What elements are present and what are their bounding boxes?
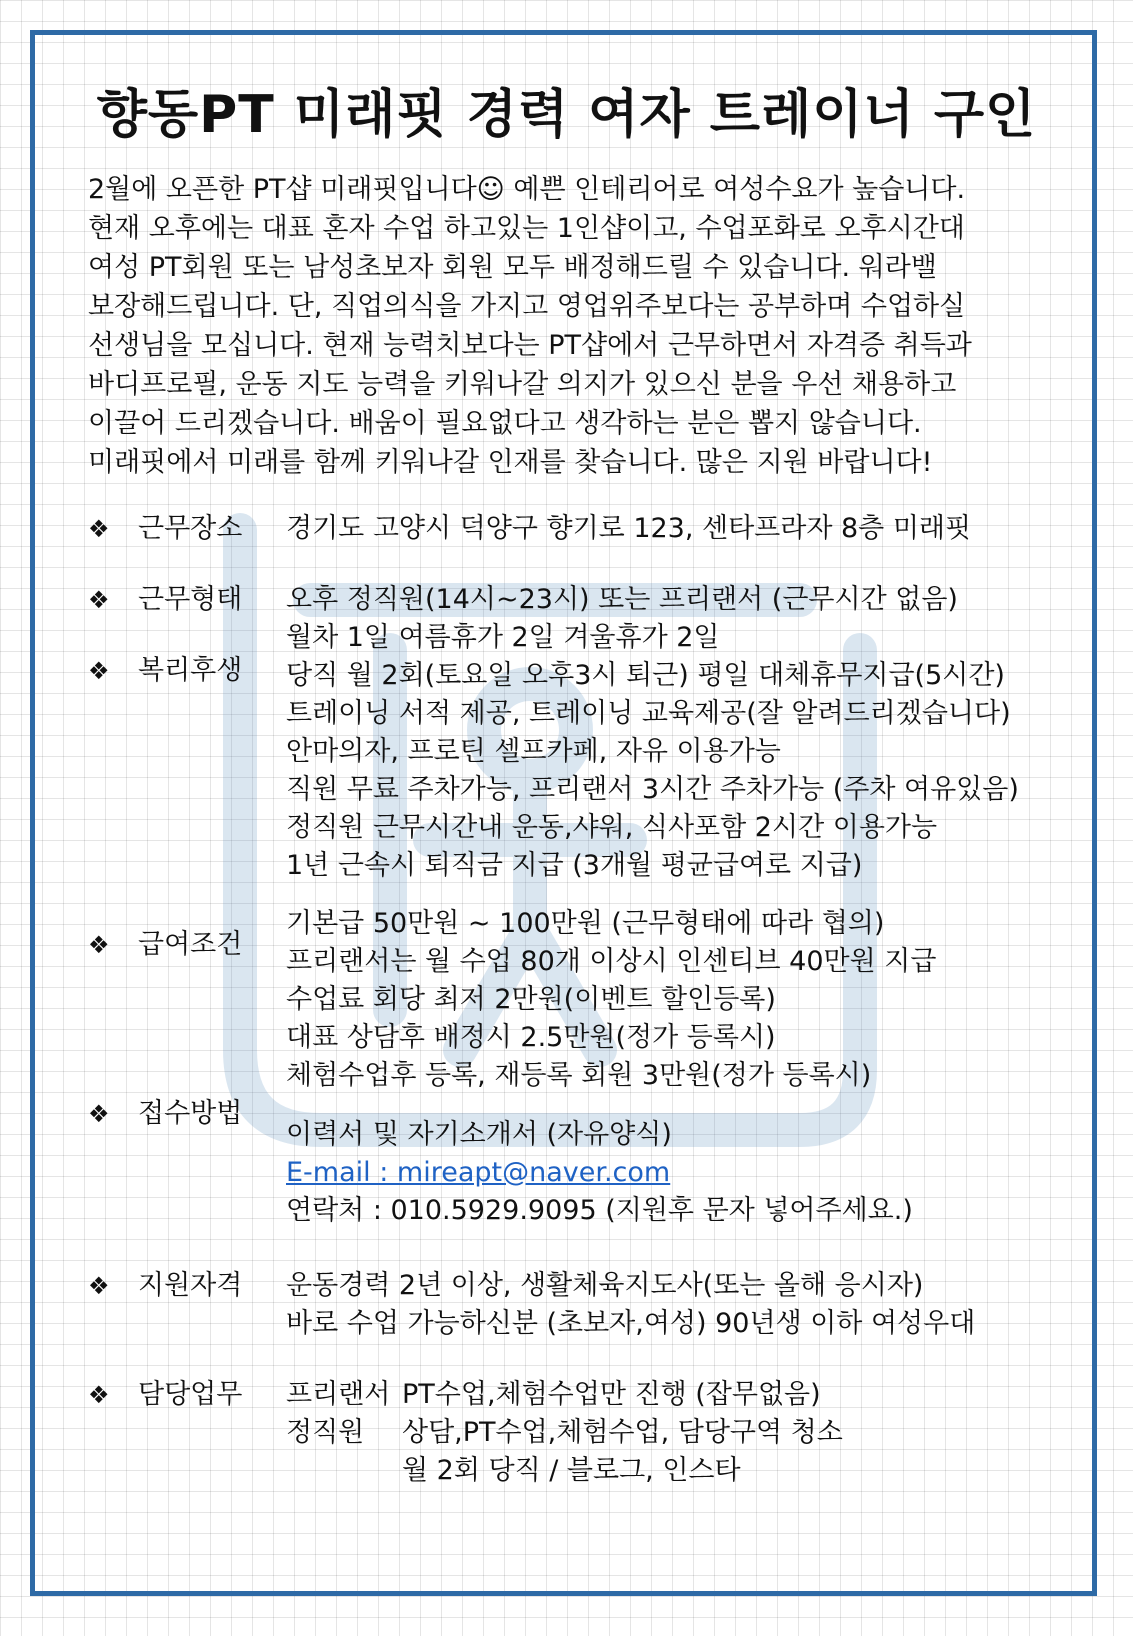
diamond-bullet-icon: ❖ — [88, 1272, 110, 1300]
section-label-duties — [88, 1376, 242, 1414]
detail-line: 직원 무료 주차가능, 프리랜서 3시간 주차가능 (주차 여유있음) — [286, 774, 1019, 805]
detail-line: 이력서 및 자기소개서 (자유양식) — [286, 1119, 672, 1150]
section-details-salary — [286, 905, 1086, 1095]
page-title: 향동PT 미래핏 경력 여자 트레이너 구인 — [96, 85, 1037, 145]
section-label-welfare — [88, 652, 242, 690]
detail-line: 운동경력 2년 이상, 생활체육지도사(또는 올해 응시자) — [286, 1270, 924, 1301]
duty-task: 월 2회 당직 / 블로그, 인스타 — [402, 1455, 741, 1486]
email-link[interactable]: E-mail : mireapt@naver.com — [286, 1157, 671, 1188]
section-label-text: 담당업무 — [138, 1379, 243, 1410]
detail-line: 체험수업후 등록, 재등록 회원 3만원(정가 등록시) — [286, 1060, 872, 1091]
diamond-bullet-icon: ❖ — [88, 515, 110, 543]
section-label-text: 근무형태 — [138, 584, 243, 615]
detail-line: 연락처 : 010.5929.9095 (지원후 문자 넣어주세요.) — [286, 1195, 913, 1226]
duty-row-staff — [286, 1414, 1086, 1452]
section-details-apply — [286, 1116, 1086, 1230]
duty-role: 정직원 — [286, 1417, 365, 1448]
diamond-bullet-icon: ❖ — [88, 586, 110, 614]
section-label-work-type — [88, 581, 242, 619]
detail-line: 경기도 고양시 덕양구 향기로 123, 센타프라자 8층 미래핏 — [286, 513, 972, 544]
intro-line: 현재 오후에는 대표 혼자 수업 하고있는 1인샵이고, 수업포화로 오후시간대 — [88, 213, 965, 244]
detail-line: 정직원 근무시간내 운동,샤워, 식사포함 2시간 이용가능 — [286, 812, 938, 843]
intro-line: 미래핏에서 미래를 함께 키워나갈 인재를 찾습니다. 많은 지원 바랍니다! — [88, 447, 933, 478]
section-label-qualification — [88, 1267, 242, 1305]
detail-line: 프리랜서는 월 수업 80개 이상시 인센티브 40만원 지급 — [286, 946, 937, 977]
section-label-location — [88, 510, 242, 548]
detail-line: 월차 1일 여름휴가 2일 겨울휴가 2일 — [286, 622, 720, 653]
intro-paragraph — [88, 170, 1048, 482]
intro-line: 보장해드립니다. 단, 직업의식을 가지고 영업위주보다는 공부하며 수업하실 — [88, 291, 966, 322]
detail-line: 1년 근속시 퇴직금 지급 (3개월 평균급여로 지급) — [286, 850, 863, 881]
duty-role: 프리랜서 — [286, 1379, 391, 1410]
detail-line: 수업료 회당 최저 2만원(이벤트 할인등록) — [286, 984, 776, 1015]
intro-line: 여성 PT회원 또는 남성초보자 회원 모두 배정해드릴 수 있습니다. 워라밸 — [88, 252, 937, 283]
section-label-text: 접수방법 — [138, 1098, 243, 1129]
section-details-qualification — [286, 1267, 1086, 1343]
section-label-apply — [88, 1095, 242, 1133]
section-details-welfare — [286, 619, 1086, 885]
detail-line: 안마의자, 프로틴 셀프카페, 자유 이용가능 — [286, 736, 781, 767]
detail-line: 트레이닝 서적 제공, 트레이닝 교육제공(잘 알려드리겠습니다) — [286, 698, 1011, 729]
detail-line: 오후 정직원(14시~23시) 또는 프리랜서 (근무시간 없음) — [286, 584, 958, 615]
diamond-bullet-icon: ❖ — [88, 1100, 110, 1128]
intro-line: 이끌어 드리겠습니다. 배움이 필요없다고 생각하는 분은 뽑지 않습니다. — [88, 408, 922, 439]
email-line — [286, 1154, 1086, 1192]
section-label-text: 지원자격 — [138, 1270, 243, 1301]
duty-row-staff-extra — [286, 1452, 1086, 1490]
section-label-text: 급여조건 — [138, 929, 243, 960]
section-label-text: 복리후생 — [138, 655, 243, 686]
diamond-bullet-icon: ❖ — [88, 657, 110, 685]
section-details-duties — [286, 1376, 1086, 1490]
duty-row-freelancer — [286, 1376, 1086, 1414]
detail-line: 기본급 50만원 ~ 100만원 (근무형태에 따라 협의) — [286, 908, 885, 939]
diamond-bullet-icon: ❖ — [88, 931, 110, 959]
section-details-work-type — [286, 581, 1086, 619]
intro-line: 2월에 오픈한 PT샵 미래핏입니다☺ 예쁜 인테리어로 여성수요가 높습니다. — [88, 174, 966, 205]
diamond-bullet-icon: ❖ — [88, 1381, 110, 1409]
intro-line: 바디프로필, 운동 지도 능력을 키워나갈 의지가 있으신 분을 우선 채용하고 — [88, 369, 957, 400]
section-details-location — [286, 510, 1086, 548]
detail-line: 대표 상담후 배정시 2.5만원(정가 등록시) — [286, 1022, 776, 1053]
detail-line: 당직 월 2회(토요일 오후3시 퇴근) 평일 대체휴무지급(5시간) — [286, 660, 1005, 691]
section-label-text: 근무장소 — [138, 513, 243, 544]
section-label-salary — [88, 926, 242, 964]
duty-task: PT수업,체험수업만 진행 (잡무없음) — [402, 1379, 821, 1410]
intro-line: 선생님을 모십니다. 현재 능력치보다는 PT샵에서 근무하면서 자격증 취득과 — [88, 330, 972, 361]
duty-task: 상담,PT수업,체험수업, 담당구역 청소 — [402, 1417, 843, 1448]
detail-line: 바로 수업 가능하신분 (초보자,여성) 90년생 이하 여성우대 — [286, 1308, 976, 1339]
